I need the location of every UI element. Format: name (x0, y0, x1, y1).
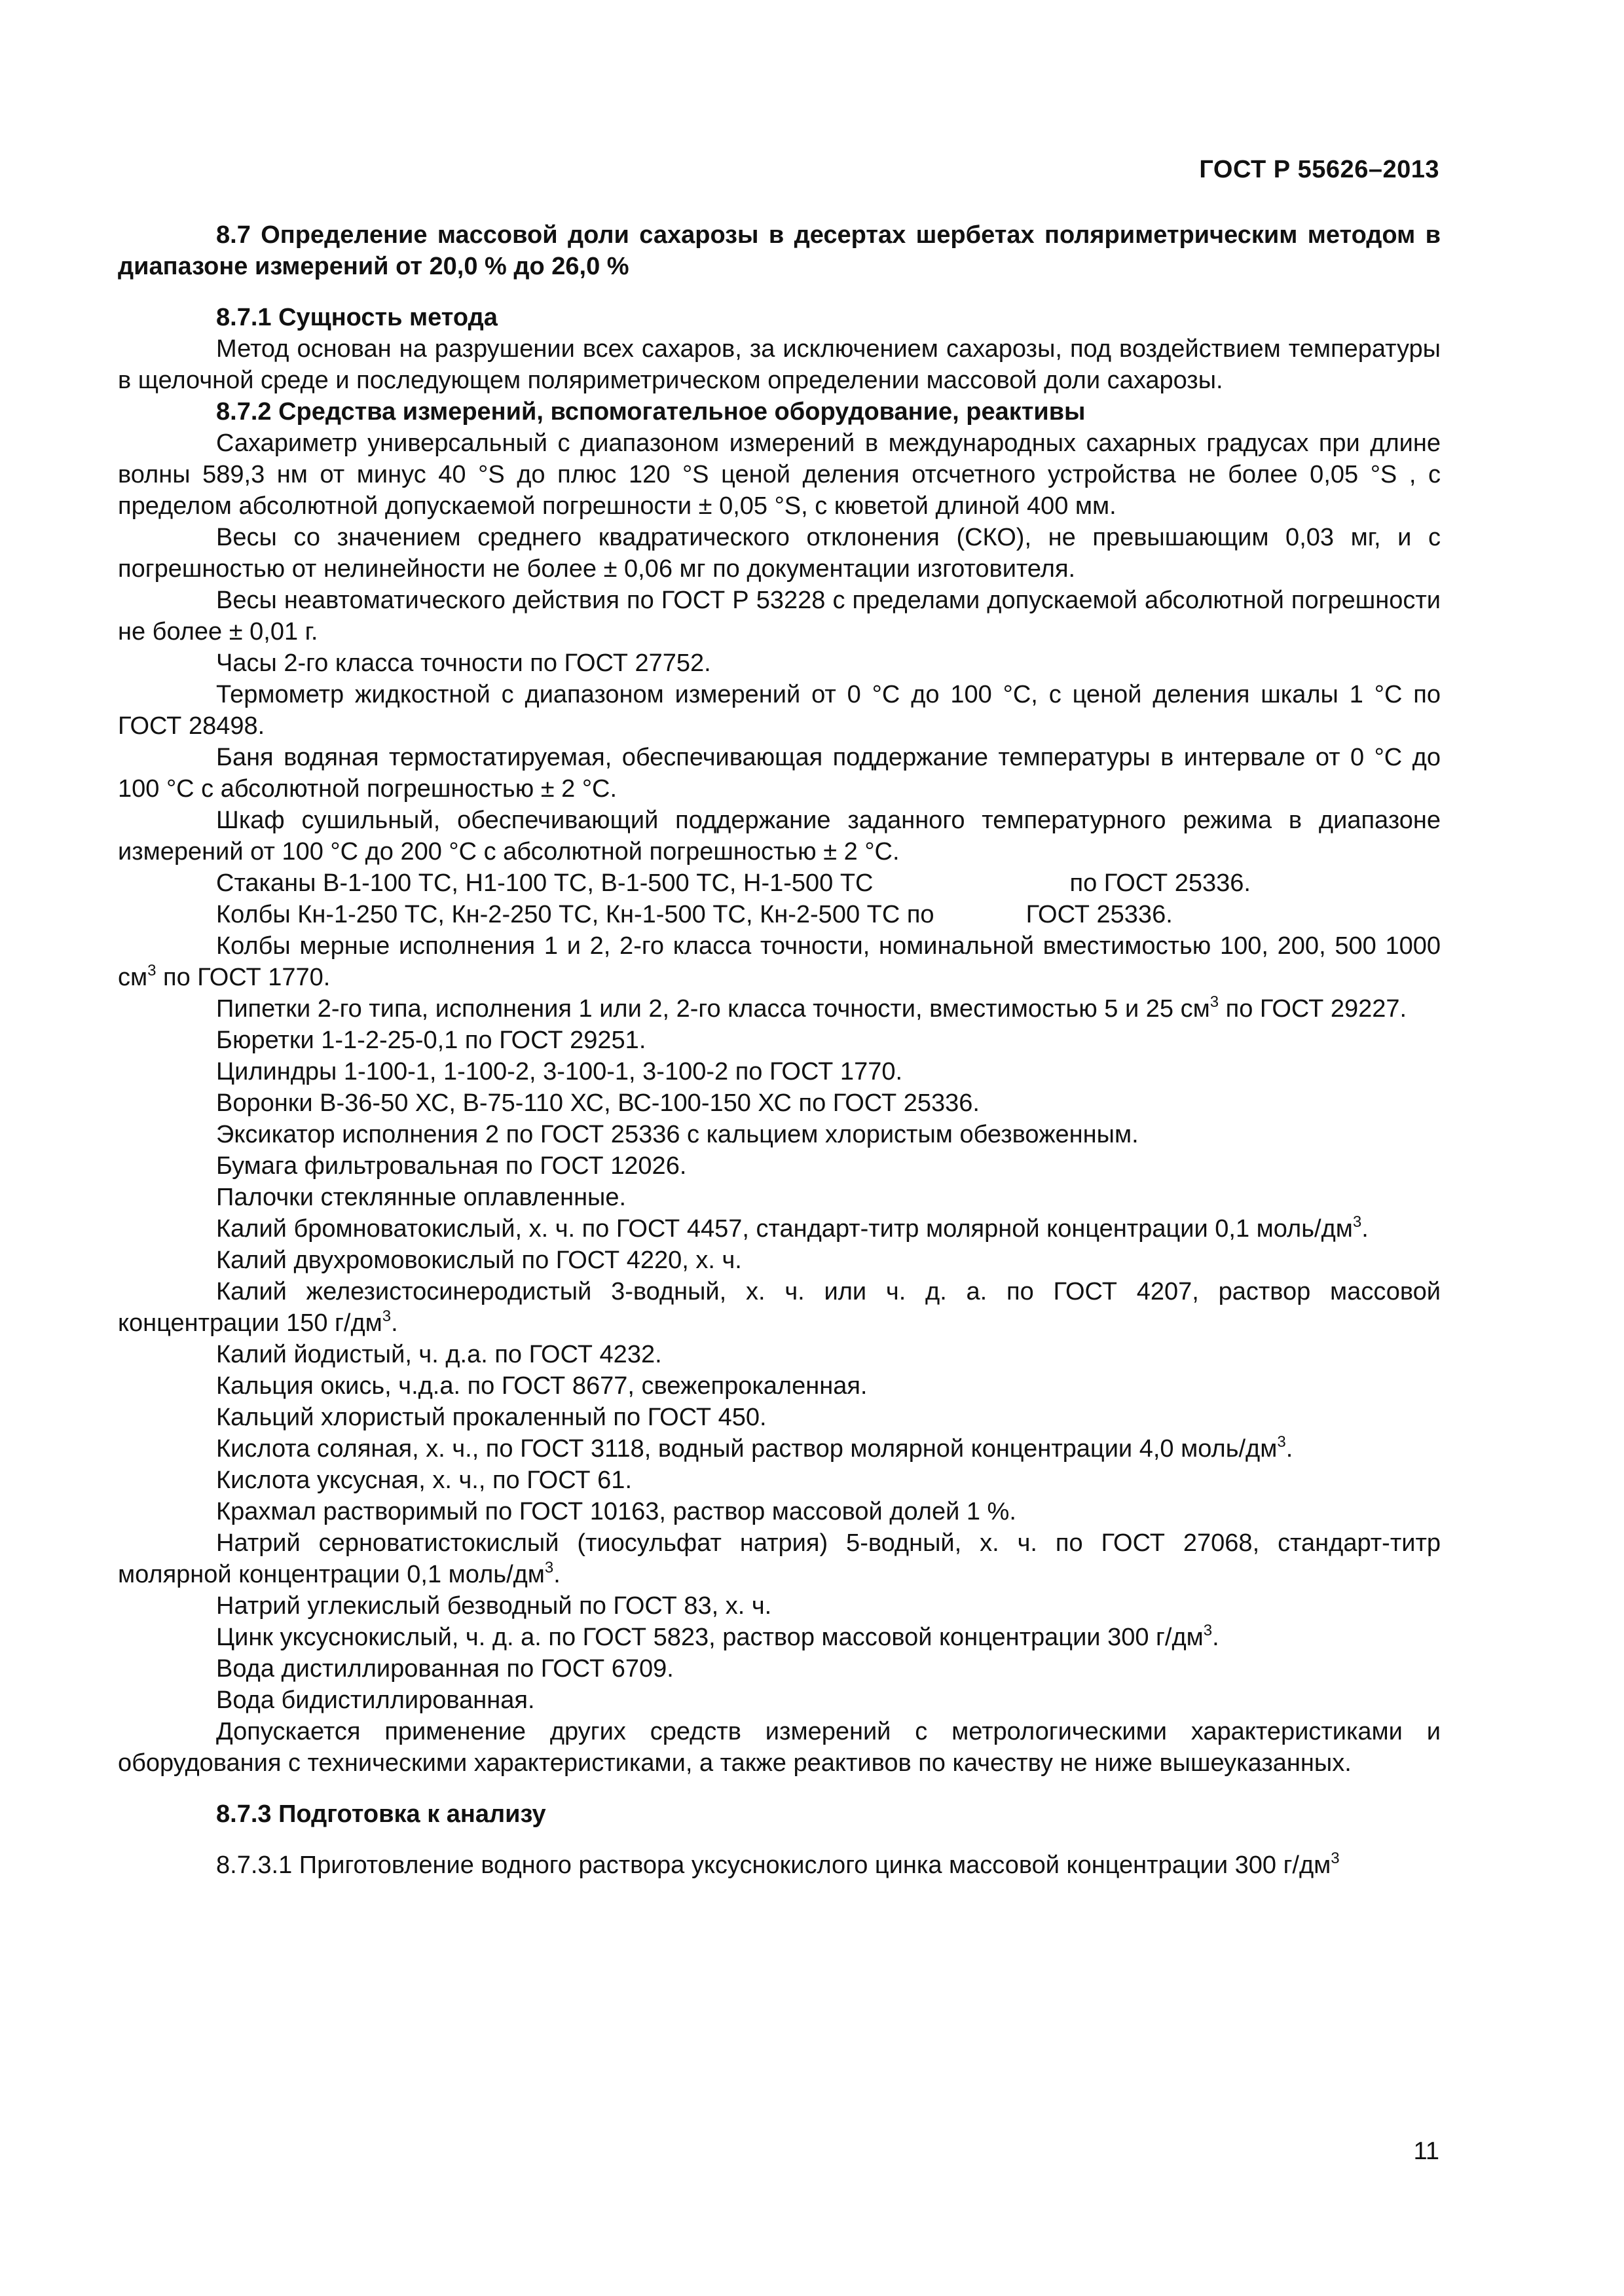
item-allowance: Допускается применение других средств измерений с метрологическими характеристиками и оборудования с техническими характеристиками, а также реактивов по качеству не ниже вышеуказанных. (118, 1718, 1441, 1777)
item-volumetric-flasks: Колбы мерные исполнения 1 и 2, 2-го класса точности, номинальной вместимостью 100, 200, 500 1000 $см^3$ по ГОСТ 1770. (118, 932, 1441, 991)
item-calcium-chloride: Кальций хлористый прокаленный по ГОСТ 450. (216, 1404, 767, 1431)
item-flasks-name: Колбы Кн-1-250 ТС, Кн-2-250 ТС, Кн-1-500 ТС, Кн-2-500 ТС по (216, 901, 934, 928)
item-glass-rods: Палочки стеклянные оплавленные. (216, 1184, 627, 1211)
section-8-7-title: 8.7 Определение массовой доли сахарозы в десертах шербетах поляриметрическим методом в диапазоне измерений от 20,0 % до 26,0 % (118, 221, 1441, 280)
item-sodium-carbonate: Натрий углекислый безводный по ГОСТ 83, х. ч. (216, 1592, 772, 1620)
item-drying-cabinet: Шкаф сушильный, обеспечивающий поддержание заданного температурного режима в диапазоне измерений от 100 °С до 200 °С с абсолютной погрешностью ± 2 °С. (118, 807, 1441, 866)
item-cylinders: Цилиндры 1-100-1, 1-100-2, 3-100-1, 3-100-2 по ГОСТ 1770. (216, 1058, 903, 1085)
item-scales-nonauto: Весы неавтоматического действия по ГОСТ Р 53228 с пределами допускаемой абсолютной погрешности не более ± 0,01 г. (118, 587, 1441, 646)
item-scales-sko: Весы со значением среднего квадратического отклонения (СКО), не превышающим 0,03 мг, и с погрешностью от нелинейности не более ± 0,06 мг по документации изготовителя. (118, 524, 1441, 583)
document-body (118, 219, 1441, 1881)
section-8-7-3-1: 8.7.3.1 Приготовление водного раствора уксуснокислого цинка массовой концентрации 300 $г/дм^3$ (216, 1850, 1340, 1879)
item-potassium-iodide: Калий йодистый, ч. д.а. по ГОСТ 4232. (216, 1341, 662, 1368)
item-distilled-water: Вода дистиллированная по ГОСТ 6709. (216, 1655, 674, 1683)
item-clock: Часы 2-го класса точности по ГОСТ 27752. (216, 649, 711, 677)
page-number: 11 (1413, 2138, 1439, 2165)
item-burettes: Бюретки 1-1-2-25-0,1 по ГОСТ 29251. (216, 1027, 646, 1054)
standard-number: ГОСТ Р 55626–2013 (1199, 156, 1439, 183)
item-beakers (118, 867, 1441, 899)
item-flasks-standard: ГОСТ 25336. (1025, 901, 1173, 928)
item-beakers-standard: по ГОСТ 25336. (1069, 869, 1251, 897)
item-desiccator: Эксикатор исполнения 2 по ГОСТ 25336 с кальцием хлористым обезвоженным. (216, 1121, 1139, 1148)
item-acetic-acid: Кислота уксусная, х. ч., по ГОСТ 61. (216, 1467, 632, 1494)
item-filter-paper: Бумага фильтровальная по ГОСТ 12026. (216, 1152, 687, 1180)
item-potassium-dichromate: Калий двухромовокислый по ГОСТ 4220, х. ч. (216, 1247, 742, 1274)
item-flasks (118, 899, 1441, 930)
section-8-7-3-title: 8.7.3 Подготовка к анализу (216, 1800, 546, 1828)
item-potassium-ferrocyanide: Калий железистосинеродистый 3-водный, х. ч. или ч. д. а. по ГОСТ 4207, раствор массовой концентрации 150 $г/дм^3$. (118, 1278, 1441, 1337)
section-8-7-2-title: 8.7.2 Средства измерений, вспомогательное оборудование, реактивы (216, 398, 1086, 426)
item-water-bath: Баня водяная термостатируемая, обеспечивающая поддержание температуры в интервале от 0 °С до 100 °С с абсолютной погрешностью ± 2 °С. (118, 744, 1441, 803)
item-saccharimeter: Сахариметр универсальный с диапазоном измерений в международных сахарных градусах при длине волны 589,3 нм от минус 40 °S до плюс 120 °S ценой деления отсчетного устройства не более 0,05 °S , с пределом абсолютной допускаемой погрешности ± 0,05 °S, с кюветой длиной 400 мм. (118, 429, 1441, 520)
section-8-7-1-text: Метод основан на разрушении всех сахаров, за исключением сахарозы, под воздействием температуры в щелочной среде и последующем поляриметрическом определении массовой доли сахарозы. (118, 335, 1441, 394)
item-funnels: Воронки В-36-50 ХС, В-75-110 ХС, ВС-100-150 ХС по ГОСТ 25336. (216, 1089, 980, 1117)
item-zinc-acetate: Цинк уксуснокислый, ч. д. а. по ГОСТ 5823, раствор массовой концентрации 300 $г/дм^3$. (216, 1622, 1219, 1651)
item-bidistilled-water: Вода бидистиллированная. (216, 1686, 535, 1714)
item-potassium-bromate: Калий бромноватокислый, х. ч. по ГОСТ 4457, стандарт-титр молярной концентрации 0,1 моль/$дм^3$. (216, 1213, 1369, 1243)
item-calcium-oxide: Кальция окись, ч.д.а. по ГОСТ 8677, свежепрокаленная. (216, 1372, 868, 1400)
item-sodium-thiosulfate: Натрий серноватистокислый (тиосульфат натрия) 5-водный, х. ч. по ГОСТ 27068, стандарт-титр молярной концентрации 0,1 моль/$дм^3$. (118, 1529, 1441, 1588)
item-hydrochloric-acid: Кислота соляная, х. ч., по ГОСТ 3118, водный раствор молярной концентрации 4,0 моль/$дм^3$. (216, 1433, 1293, 1463)
section-8-7-1-title: 8.7.1 Сущность метода (216, 304, 498, 331)
item-pipettes: Пипетки 2-го типа, исполнения 1 или 2, 2-го класса точности, вместимостью 5 и 25 $см^3$ по ГОСТ 29227. (216, 993, 1407, 1023)
item-beakers-name: Стаканы В-1-100 ТС, Н1-100 ТС, В-1-500 ТС, Н-1-500 ТС (216, 869, 874, 897)
item-thermometer: Термометр жидкостной с диапазоном измерений от 0 °С до 100 °С, с ценой деления шкалы 1 °С по ГОСТ 28498. (118, 681, 1441, 740)
item-starch: Крахмал растворимый по ГОСТ 10163, раствор массовой долей 1 %. (216, 1498, 1016, 1525)
